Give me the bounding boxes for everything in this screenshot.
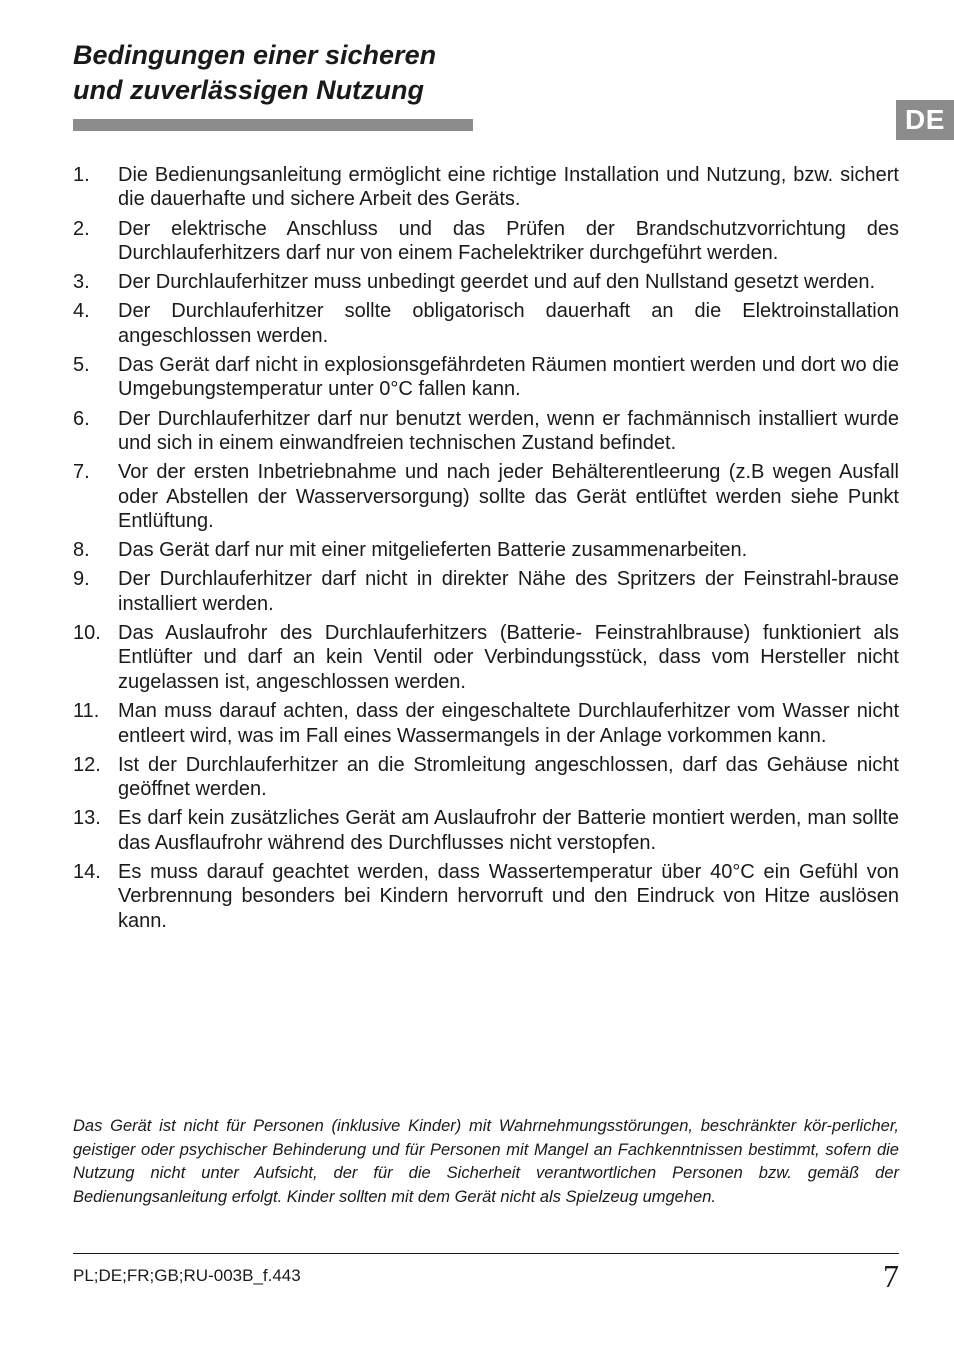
list-item-number: 10. [73,622,101,645]
list-item-text: Die Bedienungsanleitung ermöglicht eine richtige Installation und Nutzung, bzw. sichert die dauerhafte und sichere Arbeit des Geräts. [118,164,899,211]
list-item [73,753,899,802]
list-item-number: 8. [73,539,90,562]
list-item-text: Der Durchlauferhitzer darf nur benutzt werden, wenn er fachmännisch installiert wurde und sich in einem einwandfreien technischen Zustand befindet. [118,407,899,455]
footer-divider [73,1253,899,1254]
list-item-number: 1. [73,164,90,186]
list-item-number: 6. [73,407,90,430]
list-item-number: 5. [73,354,90,377]
list-item-text: Das Auslaufrohr des Durchlauferhitzers (Batterie- Feinstrahlbrause) funktioniert als Entlüfter und darf an kein Ventil oder Verbindungsstück, dass vom Hersteller nicht zugelassen ist, angeschlossen werden. [118,622,899,693]
list-item-text: Es muss darauf geachtet werden, dass Wassertemperatur über 40°C ein Gefühl von Verbrennung besonders bei Kindern hervorruft und den Eindruck von Hitze auslösen kann. [118,860,899,932]
document-code: PL;DE;FR;GB;RU-003B_f.443 [73,1266,301,1285]
list-item [73,460,899,533]
list-item-number: 12. [73,753,101,776]
list-item-text: Vor der ersten Inbetriebnahme und nach jeder Behälterentleerung (z.B wegen Ausfall oder Abstellen der Wasserversorgung) sollte das Gerät entlüftet werden siehe Punkt Entlüftung. [118,461,899,533]
list-item-text: Das Gerät darf nur mit einer mitgelieferten Batterie zusammenarbeiten. [118,539,748,562]
page-number: 7 [883,1258,899,1294]
list-item-number: 4. [73,300,90,323]
list-item [73,270,899,294]
list-item-text: Der elektrische Anschluss und das Prüfen der Brandschutzvorrichtung des Durchlauferhitzers darf nur von einem Fachelektriker durchgeführt werden. [118,217,899,265]
page-title-line-1: Bedingungen einer sicheren [73,40,437,70]
list-item-number: 3. [73,271,90,294]
list-item-number: 14. [73,860,101,883]
list-item [73,806,899,855]
page-title [73,38,533,108]
list-item [73,299,899,348]
list-item-number: 13. [73,807,101,830]
list-item-text: Man muss darauf achten, dass der eingeschaltete Durchlauferhitzer vom Wasser nicht entleert wird, was im Fall eines Wassermangels in der Anlage vorkommen kann. [118,700,899,747]
list-item-text: Der Durchlauferhitzer darf nicht in direkter Nähe des Spritzers der Feinstrahl-brause installiert werden. [118,568,899,615]
list-item-text: Der Durchlauferhitzer muss unbedingt geerdet und auf den Nullstand gesetzt werden. [118,271,876,294]
list-item-text: Der Durchlauferhitzer sollte obligatorisch dauerhaft an die Elektroinstallation angeschlossen werden. [118,300,899,347]
list-item [73,860,899,933]
safety-rules-list [73,163,899,938]
list-item-text: Das Gerät darf nicht in explosionsgefährdeten Räumen montiert werden und dort wo die Umgebungstemperatur unter 0°C fallen kann. [118,354,899,401]
list-item [73,217,899,266]
language-badge: DE [896,100,954,140]
safety-disclaimer: Das Gerät ist nicht für Personen (inklusive Kinder) mit Wahrnehmungsstörungen, beschränkter kör-perlicher, geistiger oder psychischer Behinderung und für Personen mit Mangel an Fachkenntnissen bestimmt, sofern die Nutzung nicht unter Aufsicht, der für die Sicherheit verantwortlichen Personen bzw. gemäß der Bedienungsanleitung erfolgt. Kinder sollten mit dem Gerät nicht als Spielzeug umgehen. [73,1117,899,1206]
page-title-line-2: und zuverlässigen Nutzung [73,75,425,105]
title-underline-bar [73,119,473,131]
list-item-number: 11. [73,700,100,723]
list-item-text: Ist der Durchlauferhitzer an die Stromleitung angeschlossen, darf das Gehäuse nicht geöffnet werden. [118,753,899,801]
list-item [73,353,899,402]
list-item [73,621,899,694]
list-item [73,163,899,212]
list-item [73,538,899,562]
list-item [73,699,899,748]
list-item-number: 7. [73,461,90,484]
list-item-text: Es darf kein zusätzliches Gerät am Auslaufrohr der Batterie montiert werden, man sollte das Ausflaufrohr während des Durchflusses nicht verstopfen. [118,807,899,854]
list-item [73,567,899,616]
list-item-number: 2. [73,217,90,240]
list-item-number: 9. [73,568,90,591]
list-item [73,407,899,456]
